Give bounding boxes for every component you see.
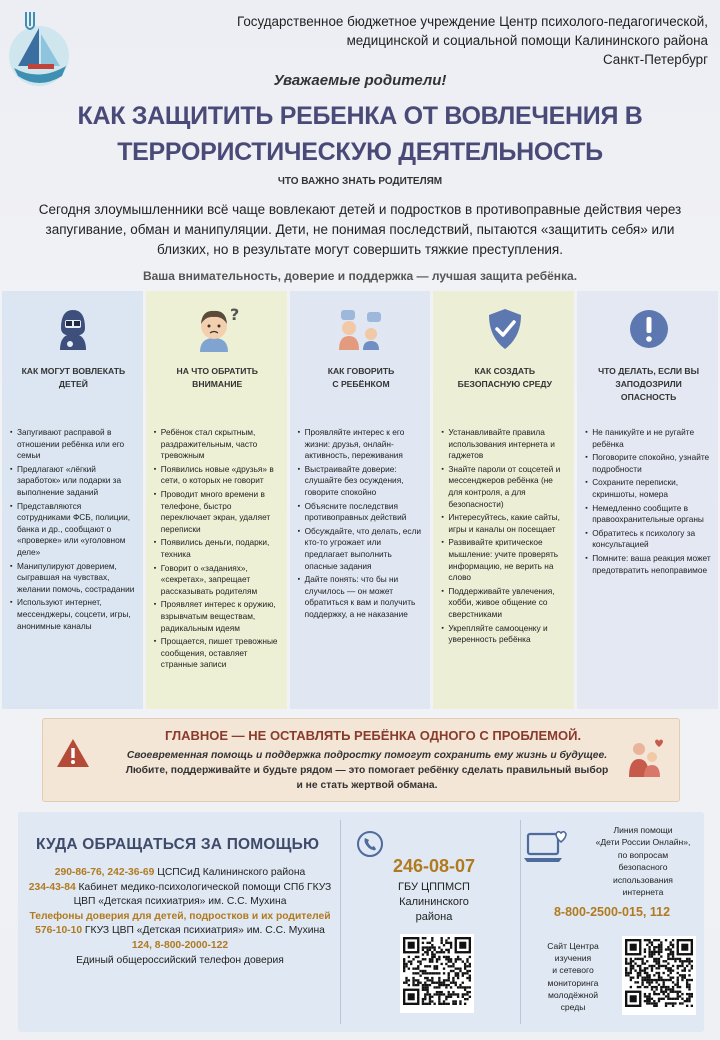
center-org-name bbox=[348, 880, 520, 925]
list-item: ▪ Прощается, пишет тревожные сообщения, оставляет странные записи bbox=[154, 636, 281, 671]
org-line: района bbox=[415, 911, 453, 923]
contact-entry bbox=[28, 881, 332, 910]
list-item: ▪ Используют интернет, мессенджеры, соцсети, игры, анонимные каналы bbox=[10, 597, 137, 632]
column-warning-signs bbox=[146, 291, 287, 709]
column-list bbox=[298, 427, 425, 621]
text-line: среды bbox=[560, 1002, 586, 1013]
list-item: ▪ Появились новые «друзья» в сети, о которых не говорит bbox=[154, 464, 281, 487]
text-line: молодёжной bbox=[547, 989, 599, 1000]
list-item: ▪ Развивайте критическое мышление: учите проверять информацию, не верить на слово bbox=[441, 537, 568, 583]
hotline-phone[interactable]: 8-800-2500-015, 112 bbox=[553, 905, 671, 919]
title-line: ТЕРРОРИСТИЧЕСКУЮ ДЕЯТЕЛЬНОСТЬ bbox=[117, 138, 603, 166]
contact-entry bbox=[28, 866, 332, 881]
organization-name bbox=[148, 12, 708, 69]
main-message-title: ГЛАВНОЕ — НЕ ОСТАВЛЯТЬ РЕБЁНКА ОДНОГО С ПРОБЛЕМОЙ. bbox=[164, 728, 582, 743]
column-heading bbox=[585, 365, 712, 417]
page-subtitle: ЧТО ВАЖНО ЗНАТЬ РОДИТЕЛЯМ bbox=[277, 176, 443, 187]
heading-line: ВНИМАНИЕ bbox=[192, 379, 243, 389]
main-message-text bbox=[97, 748, 637, 793]
column-safe-environment bbox=[433, 291, 574, 709]
column-how-talk bbox=[290, 291, 431, 709]
list-item: ▪ Укрепляйте самооценку и уверенность ребёнка bbox=[441, 623, 568, 646]
list-item: ▪ Знайте пароли от соцсетей и мессенджеров ребёнка (не для контроля, а для безопасности) bbox=[441, 464, 568, 510]
help-contacts-panel bbox=[18, 812, 704, 1032]
warning-circle-icon bbox=[585, 303, 712, 355]
main-message-box bbox=[42, 718, 680, 802]
warning-triangle-icon bbox=[55, 737, 91, 774]
list-item: ▪ Говорит о «заданиях», «секретах», запрещает рассказывать родителям bbox=[154, 563, 281, 598]
column-heading bbox=[441, 365, 568, 417]
list-item: ▪ Немедленно сообщите в правоохранительные органы bbox=[585, 503, 712, 526]
contact-phone[interactable]: 290-86-76, 242-36-69 bbox=[54, 867, 155, 878]
list-item: ▪ Поговорите спокойно, узнайте подробности bbox=[585, 452, 712, 475]
list-item: ▪ Поддерживайте увлечения, хобби, живое общение со сверстниками bbox=[441, 586, 568, 621]
contact-phone[interactable]: 576-10-10 bbox=[35, 925, 83, 937]
message-line: и не стать жертвой обмана. bbox=[296, 780, 438, 791]
text-line: изучения bbox=[554, 953, 592, 964]
org-line: Государственное бюджетное учреждение Центр психолого-педагогической, bbox=[236, 14, 708, 29]
contact-entry bbox=[28, 924, 332, 939]
center-phone[interactable]: 246-08-07 bbox=[392, 856, 476, 876]
list-item: ▪ Обратитесь к психологу за консультацией bbox=[585, 528, 712, 551]
heading-line: ДЕТЕЙ bbox=[58, 379, 88, 389]
contacts-list bbox=[28, 866, 332, 968]
column-list bbox=[441, 427, 568, 646]
intro-text: Сегодня злоумышленники всё чаще вовлекают детей и подростков в противоправные действия через запугивание, обман и манипуляции. Дети, не понимая последствий, пытаются «защитить себя» или близких, но в результате могут совершить тяжкие преступления. bbox=[38, 202, 682, 257]
info-columns bbox=[2, 291, 718, 709]
list-item: ▪ Манипулируют доверием, сыгравшая на чувствах, желании помочь, сострадании bbox=[10, 561, 137, 596]
svg-text:?: ? bbox=[230, 305, 240, 324]
greeting: Уважаемые родители! bbox=[273, 72, 447, 89]
contact-text: ЦСПСиД Калининского района bbox=[154, 867, 306, 878]
heading-line: ЗАПОДОЗРИЛИ bbox=[615, 379, 682, 389]
heading-line: КАК ГОВОРИТЬ bbox=[327, 366, 395, 376]
message-line: Любите, поддерживайте и будьте рядом — это помогает ребёнку сделать правильный выбор bbox=[125, 765, 609, 776]
text-line: интернета bbox=[622, 887, 664, 898]
text-line: и сетевого bbox=[552, 965, 594, 976]
column-how-involve bbox=[2, 291, 143, 709]
org-line: Калининского bbox=[399, 896, 469, 908]
list-item: ▪ Дайте понять: что бы ни случилось — он может обратиться к вам и получить поддержку, а не наказание bbox=[298, 574, 425, 620]
column-list bbox=[10, 427, 137, 632]
contact-phone[interactable]: 124, 8-800-2000-122 bbox=[131, 939, 229, 951]
list-item: ▪ Проводит много времени в телефоне, быстро переключает экран, удаляет переписки bbox=[154, 489, 281, 535]
contact-text: Единый общероссийский телефон доверия bbox=[76, 954, 284, 966]
heading-line: БЕЗОПАСНУЮ СРЕДУ bbox=[457, 379, 552, 389]
message-line: Своевременная помощь и поддержка подростку помогут сохранить ему жизнь и будущее. bbox=[126, 750, 608, 761]
list-item: ▪ Объясните последствия противоправных действий bbox=[298, 501, 425, 524]
org-line: Санкт-Петербург bbox=[602, 52, 708, 67]
list-item: ▪ Проявляйте интерес к его жизни: друзья, онлайн-активность, переживания bbox=[298, 427, 425, 462]
heading-line: НА ЧТО ОБРАТИТЬ bbox=[176, 366, 258, 376]
page-title bbox=[0, 98, 720, 170]
worried-child-icon bbox=[154, 303, 281, 355]
list-item: ▪ Проявляет интерес к оружию, взрывчатым веществам, радикальным идеям bbox=[154, 599, 281, 634]
center-contact-section bbox=[348, 812, 520, 1032]
text-line: использования bbox=[613, 874, 673, 885]
column-suspect-danger bbox=[577, 291, 718, 709]
divider bbox=[340, 820, 341, 1024]
list-item: ▪ Интересуйтесь, какие сайты, игры и каналы он посещает bbox=[441, 512, 568, 535]
hotline-description bbox=[586, 824, 700, 898]
parent-child-talk-icon bbox=[298, 303, 425, 355]
contact-entry bbox=[28, 954, 332, 969]
column-heading bbox=[10, 365, 137, 417]
text-line: мониторинга bbox=[547, 977, 599, 988]
qr-code-center[interactable] bbox=[400, 934, 474, 1013]
org-line: медицинской и социальной помощи Калининского района bbox=[346, 33, 708, 48]
contact-text: Кабинет медико-психологической помощи СПб ГКУЗ ЦВП «Детская психиатрия» им. С.С. Мухина bbox=[73, 881, 332, 908]
shield-check-icon bbox=[441, 303, 568, 355]
column-list bbox=[154, 427, 281, 671]
list-item: ▪ Сохраните переписки, скриншоты, номера bbox=[585, 477, 712, 500]
hacker-icon bbox=[10, 303, 137, 355]
org-line: ГБУ ЦППМСП bbox=[398, 881, 470, 893]
heading-line: КАК СОЗДАТЬ bbox=[474, 366, 536, 376]
contact-entry bbox=[28, 939, 332, 954]
column-heading bbox=[154, 365, 281, 417]
site-description bbox=[530, 940, 616, 1013]
list-item: ▪ Представляются сотрудниками ФСБ, полиции, банка и др., сообщают о «проверке» или «уголовном деле» bbox=[10, 501, 137, 559]
heading-line: С РЕБЁНКОМ bbox=[332, 379, 390, 389]
column-heading bbox=[298, 365, 425, 417]
column-list bbox=[585, 427, 712, 576]
heading-line: ОПАСНОСТЬ bbox=[620, 392, 677, 402]
family-hug-icon bbox=[625, 737, 665, 786]
hotline-section bbox=[520, 812, 704, 1032]
list-item: ▪ Выстраивайте доверие: слушайте без осуждения, говорите спокойно bbox=[298, 464, 425, 499]
text-line: безопасного bbox=[618, 862, 668, 873]
laptop-heart-icon bbox=[522, 830, 568, 871]
tagline: Ваша внимательность, доверие и поддержка — лучшая защита ребёнка. bbox=[142, 269, 578, 283]
list-item: ▪ Появились деньги, подарки, техника bbox=[154, 537, 281, 560]
help-contacts-list-section bbox=[18, 812, 340, 1032]
text-line: Линия помощи bbox=[613, 825, 673, 835]
qr-code-site[interactable] bbox=[622, 936, 696, 1015]
heading-line: КАК МОГУТ ВОВЛЕКАТЬ bbox=[21, 366, 126, 376]
help-title: КУДА ОБРАЩАТЬСЯ ЗА ПОМОЩЬЮ bbox=[36, 836, 320, 853]
contact-phone[interactable]: 234-43-84 bbox=[28, 881, 76, 893]
list-item: ▪ Не паникуйте и не ругайте ребёнка bbox=[585, 427, 712, 450]
text-line: «Дети России Онлайн», bbox=[595, 837, 691, 848]
qr-code-icon bbox=[625, 939, 693, 1007]
list-item: ▪ Запугивают расправой в отношении ребёнка или его семьи bbox=[10, 427, 137, 462]
list-item: ▪ Ребёнок стал скрытным, раздражительным, часто тревожным bbox=[154, 427, 281, 462]
list-item: ▪ Устанавливайте правила использования интернета и гаджетов bbox=[441, 427, 568, 462]
list-item: ▪ Помните: ваша реакция может предотвратить непоправимое bbox=[585, 553, 712, 576]
heading-line: ЧТО ДЕЛАТЬ, ЕСЛИ ВЫ bbox=[598, 366, 700, 376]
contact-text: ГКУЗ ЦВП «Детская психиатрия» им. С.С. Мухина bbox=[82, 925, 325, 937]
qr-code-icon bbox=[403, 937, 471, 1005]
text-line: по вопросам bbox=[617, 849, 669, 860]
text-line: Сайт Центра bbox=[547, 941, 599, 951]
list-item: ▪ Обсуждайте, что делать, если кто-то угрожает или предлагает выполнить опасные задания bbox=[298, 526, 425, 572]
trust-lines-heading: Телефоны доверия для детей, подростков и их родителей bbox=[29, 910, 331, 922]
title-line: КАК ЗАЩИТИТЬ РЕБЕНКА ОТ ВОВЛЕЧЕНИЯ В bbox=[77, 102, 643, 130]
list-item: ▪ Предлагают «лёгкий заработок» или подарки за выполнение заданий bbox=[10, 464, 137, 499]
